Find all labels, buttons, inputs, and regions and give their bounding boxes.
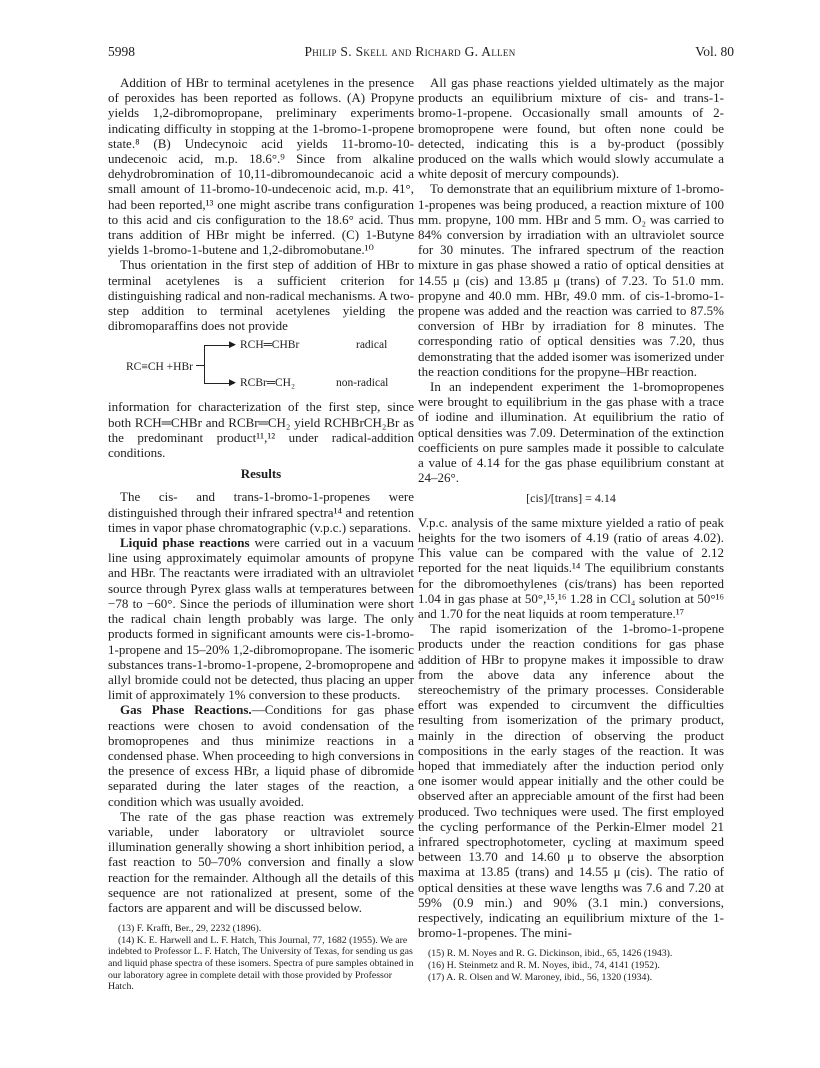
paragraph: Thus orientation in the first step of addition of HBr to terminal acetylenes is a sufficient criterion for distinguishing radical and non-radical mechanisms. A two-step addition to terminal acetylenes yielding the dibromoparaffins does not provide bbox=[108, 257, 414, 334]
paragraph: To demonstrate that an equilibrium mixture of 1-bromo-1-propenes was being produced, a reaction mixture of 100 mm. propyne, 100 mm. HBr and 5 mm. O₂ was carried to 84% conversion by irradiation with an ultraviolet source for 30 minutes. The infrared spectrum of the reaction mixture in gas phase showed a ratio of optical densities at 14.55 μ (cis) and 13.85 μ (trans) of 7.23. To 51.0 mm. propyne and 40.0 mm. HBr, 49.0 mm. of cis-1-bromo-1-propene was added and the reaction was carried to 87.5% conversion of HBr by irradiation for 8 minutes. The corresponding ratio of optical densities was 7.20, thus demonstrating that the added isomer was isomerized under the reaction conditions for the propyne–HBr reaction. bbox=[418, 181, 724, 379]
scheme-label: radical bbox=[356, 339, 388, 352]
arrow-right-icon: ▶ bbox=[229, 339, 236, 350]
scheme-label: non-radical bbox=[336, 377, 389, 390]
footnotes bbox=[418, 948, 724, 983]
footnote: (16) H. Steinmetz and R. M. Noyes, ibid., 74, 4141 (1952). bbox=[428, 959, 660, 971]
paragraph: All gas phase reactions yielded ultimately as the major products an equilibrium mixture of cis- and trans-1-bromo-1-propene. Occasionally small amounts of 2-bromopropene were found, but often none could be detected, indicating this is a by-product (possibly produced on the walls which would slowly accumulate a white deposit of mercury compounds). bbox=[418, 75, 724, 182]
scheme-reactant: RC≡CH +HBr bbox=[126, 361, 193, 374]
arrow-right-icon: ▶ bbox=[229, 377, 236, 388]
paragraph: The cis- and trans-1-bromo-1-propenes were distinguished through their infrared spectra¹⁴ and retention times in vapor phase chromatographic (v.p.c.) separations. bbox=[108, 489, 414, 535]
run-in-heading: Liquid phase reactions bbox=[120, 535, 250, 551]
run-in-heading: Gas Phase Reactions. bbox=[120, 702, 252, 718]
running-title-authors: Philip S. Skell and Richard G. Allen bbox=[304, 44, 516, 59]
scheme-product: RCH═CHBr bbox=[240, 339, 300, 352]
paragraph bbox=[108, 702, 414, 808]
paragraph-text: were carried out in a vacuum line using approximately equimolar amounts of propyne and HBr. The reactants were irradiated with an ultraviolet source through Pyrex glass walls at temperatures between −78 to −60°. Since the periods of illumination were short the radical chain length probably was large. The only products formed in significant amounts were cis-1-bromo-1-propene and 15–20% 1,2-dibromopropane. The isomeric substances trans-1-bromo-1-propene, 2-bromopropene and allyl bromide could not be detected, thus placing an upper limit of approximately 1% conversion to these products. bbox=[108, 535, 415, 703]
paragraph: The rapid isomerization of the 1-bromo-1-propene products under the reaction conditions for gas phase addition of HBr to propyne makes it impossible to draw from the above data any inference about the stereochemistry of the primary processes. Considerable effort was expended to circumvent the difficulties resulting from isomerization of the primary product, mainly in the direction of observing the product compositions in the early stages of the reaction. It was hoped that immediately after the induction period only one isomer would appear initially and the other could be observed after an appreciable amount of the first had been produced. Two techniques were used. The first employed the cycling performance of the Perkin-Elmer model 21 infrared spectrophotometer, cycling at maximum speed between 13.70 and 14.60 μ to observe the absorption maxima at 13.85 (trans) and 14.55 μ (cis). The ratio of optical densities at these wave lengths was 7.6 and 7.20 at 59% (0.9 min.) and 90% (3.1 min.) conversions, respectively, indicating an equilibrium mixture of the 1-bromo-1-propenes. The mini- bbox=[418, 621, 724, 941]
paragraph: V.p.c. analysis of the same mixture yielded a ratio of peak heights for the two isomers of 4.19 (ratio of areas 4.02). This value can be compared with the value of 2.12 reported for the neat liquids.¹⁴ The equilibrium constants for the dibromoethylenes (cis/trans) has been reported 1.04 in gas phase at 50°,¹⁵,¹⁶ 1.28 in CCl₄ solution at 50°¹⁶ and 1.70 for the neat liquids at room temperature.¹⁷ bbox=[418, 514, 724, 621]
page-number: 5998 bbox=[108, 44, 135, 59]
paragraph-text: —Conditions for gas phase reactions were chosen to avoid condensation of the bromopropenes and thus minimize reactions in a condensed phase. When proceeding to high conversions in the presence of excess HBr, a liquid phase of dibromide separated during the later stages of the reaction, a condition which was usually avoided. bbox=[108, 702, 414, 809]
section-heading: Results bbox=[240, 466, 282, 482]
scheme-product: RCBr═CH₂ bbox=[240, 377, 295, 390]
running-header bbox=[0, 44, 820, 64]
footnote: (17) A. R. Olsen and W. Maroney, ibid., 56, 1320 (1934). bbox=[428, 971, 653, 983]
right-column bbox=[418, 75, 724, 983]
scheme-bracket bbox=[204, 345, 213, 383]
left-column bbox=[108, 75, 414, 993]
volume-label: Vol. 80 bbox=[695, 44, 734, 59]
paragraph: In an independent experiment the 1-bromopropenes were brought to equilibrium in the gas phase with a trace of iodine and illumination. At equilibrium the ratio of optical densities was 7.09. Determination of the extinction coefficients on pure samples made it possible to calculate a value of 4.14 for the gas phase equilibrium constant at 24–26°. bbox=[418, 379, 724, 486]
reaction-scheme bbox=[108, 335, 414, 397]
paragraph: The rate of the gas phase reaction was extremely variable, under laboratory or ultraviolet source illumination generally showing a short inhibition period, a fast reaction to 50–70% conversion and finally a slow reaction for the remainder. Although all the details of this sequence are not rationalized at present, some of the factors are apparent and will be discussed below. bbox=[108, 808, 414, 915]
footnote: (13) F. Krafft, Ber., 29, 2232 (1896). bbox=[118, 923, 262, 935]
footnote: (14) K. E. Harwell and L. F. Hatch, This Journal, 77, 1682 (1955). We are indebted to Professor L. F. Hatch, The University of Texas, for sending us gas and liquid phase spectra of these isomers. Spectra of pure samples obtained in our laboratory agree in complete detail with those provided by Professor Hatch. bbox=[108, 934, 414, 993]
equation: [cis]/[trans] = 4.14 bbox=[526, 491, 616, 506]
paragraph: information for characterization of the first step, since both RCH═CHBr and RCBr═CH₂ yield RCHBrCH₂Br as the predominant product¹¹,¹² under radical-addition conditions. bbox=[108, 399, 414, 461]
footnotes bbox=[108, 923, 414, 993]
scheme-connector bbox=[196, 365, 204, 366]
paragraph bbox=[108, 535, 414, 702]
footnote: (15) R. M. Noyes and R. G. Dickinson, ibid., 65, 1426 (1943). bbox=[428, 948, 673, 960]
paragraph: Addition of HBr to terminal acetylenes in the presence of peroxides has been reported as follows. (A) Propyne yields 1,2-dibromopropane, preliminary experiments indicating difficulty in stopping at the 1-bromo-1-propene state.⁸ (B) Undecynoic acid yields 11-bromo-10-undecenoic acid, m.p. 18.6°.⁹ Since from alkaline dehydrobromination of 10,11-dibromoundecanoic acid a small amount of 11-bromo-10-undecenoic acid, m.p. 41°, had been reported,¹³ one might ascribe trans configuration to this acid and cis configuration to the 18.6° acid. Thus trans addition of HBr might be inferred. (C) 1-Butyne yields 1-bromo-1-butene and 1,2-dibromobutane.¹⁰ bbox=[108, 75, 414, 258]
